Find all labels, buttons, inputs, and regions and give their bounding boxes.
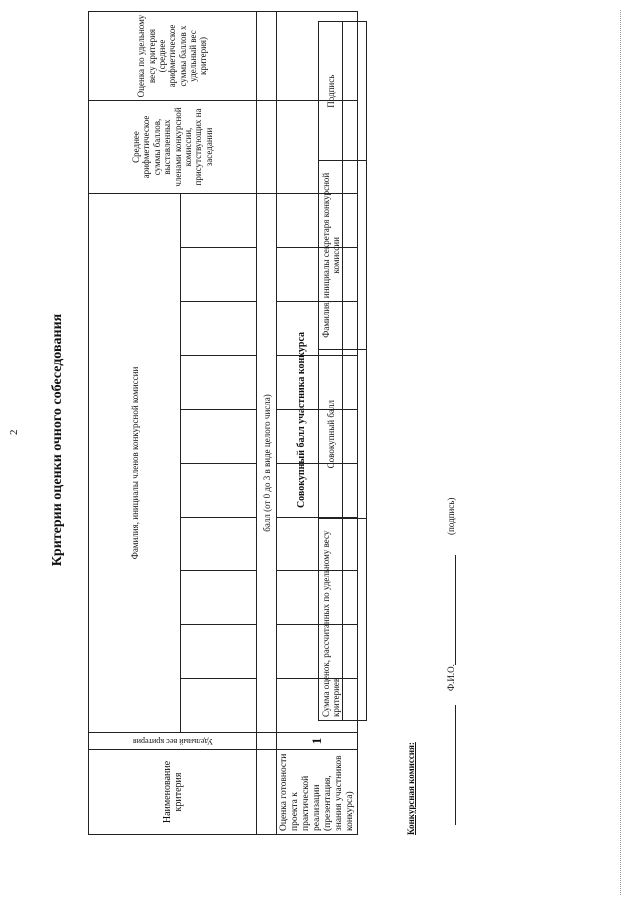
summary-sum-cell bbox=[343, 519, 367, 721]
subhdr-empty-4 bbox=[257, 12, 277, 101]
member-col-10 bbox=[181, 194, 257, 248]
member-col-9 bbox=[181, 248, 257, 302]
fio-line bbox=[455, 705, 456, 825]
weight-cell: 1 bbox=[277, 733, 358, 750]
summary-header-sum: Сумма оценок, рассчитанных по удельному весу критериев bbox=[319, 519, 343, 721]
summary-title: Совокупный балл участника конкурса bbox=[296, 331, 307, 509]
sign-line bbox=[455, 555, 456, 665]
header-criteria-name: Наименование критерия bbox=[89, 750, 257, 835]
member-col-2 bbox=[181, 625, 257, 679]
subhdr-empty-1 bbox=[257, 750, 277, 835]
summary-signature-cell bbox=[343, 22, 367, 161]
member-col-7 bbox=[181, 355, 257, 409]
header-average: Среднее арифметическое суммы баллов, выставленных членами конкурсной комиссии, присутствующих на заседании bbox=[89, 101, 257, 194]
page-title: Критерии оценки очного собеседования bbox=[50, 313, 65, 567]
header-weighted: Оценка по удельному весу критерия (среднее арифметическое суммы баллов х удельный вес критерия) bbox=[89, 12, 257, 101]
member-col-8 bbox=[181, 302, 257, 356]
header-weight-text: Удельный вес критерия bbox=[132, 737, 213, 746]
summary-secretary-cell bbox=[343, 161, 367, 350]
score-hint: балл (от 0 до 3 в виде целого числа) bbox=[257, 194, 277, 733]
summary-table bbox=[318, 21, 367, 721]
member-col-4 bbox=[181, 517, 257, 571]
member-col-6 bbox=[181, 409, 257, 463]
page-number: 2 bbox=[8, 429, 20, 435]
scan-edge bbox=[620, 10, 621, 895]
subhdr-empty-3 bbox=[257, 101, 277, 194]
header-weight bbox=[89, 733, 257, 750]
header-members: Фамилия, инициалы членов конкурсной комиссии bbox=[89, 194, 181, 733]
fio-label: Ф.И.О. bbox=[446, 664, 456, 691]
member-col-3 bbox=[181, 571, 257, 625]
sign-label: (подпись) bbox=[446, 497, 456, 535]
member-col-1 bbox=[181, 679, 257, 733]
criteria-cell: Оценка готовности проекта к практической реализации (презентация, знания участников конкурса) bbox=[277, 750, 358, 835]
summary-header-total: Совокупный балл bbox=[319, 350, 343, 519]
summary-header-secretary: Фамилия, инициалы секретаря конкурсной комиссии bbox=[319, 161, 343, 350]
member-col-5 bbox=[181, 463, 257, 517]
commission-label: Конкурсная комиссия: bbox=[406, 742, 416, 835]
summary-header-signature: Подпись bbox=[319, 22, 343, 161]
subhdr-empty-2 bbox=[257, 733, 277, 750]
summary-total-cell bbox=[343, 350, 367, 519]
